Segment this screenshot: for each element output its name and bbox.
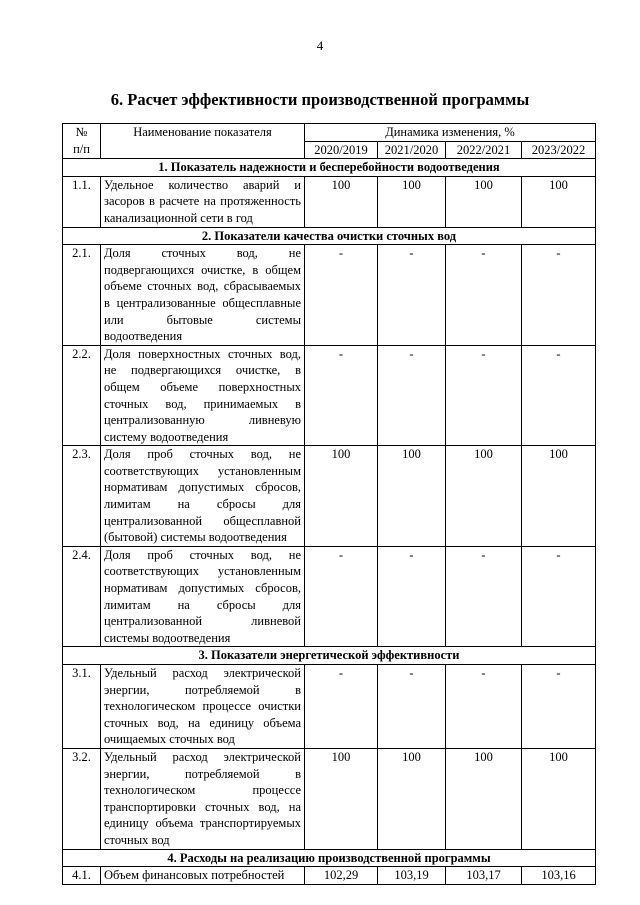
dynamics-header: Динамика изменения, % (305, 124, 596, 142)
section-title: 2. Показатели качества очистки сточных вод (63, 227, 596, 245)
section-title: 1. Показатель надежности и бесперебойности водоотведения (63, 159, 596, 177)
row-number: 2.4. (63, 546, 101, 647)
section-title: 3. Показатели энергетической эффективности (63, 647, 596, 665)
table-row (63, 176, 596, 227)
dynamics-value: - (446, 245, 522, 346)
dynamics-value: - (378, 546, 446, 647)
dynamics-value: 103,19 (378, 867, 446, 885)
dynamics-value: 100 (305, 748, 378, 849)
table-row (63, 867, 596, 885)
table-row (63, 245, 596, 346)
dynamics-value: 100 (378, 748, 446, 849)
row-number: 3.2. (63, 748, 101, 849)
table-row (63, 665, 596, 749)
row-number: 3.1. (63, 665, 101, 749)
indicator-name: Удельный расход электрической энергии, потребляемой в технологическом процессе очистки сточных вод, на единицу объема очищаемых сточных вод (101, 665, 305, 749)
dynamics-value: - (305, 665, 378, 749)
dynamics-value: 100 (522, 748, 596, 849)
row-number: 1.1. (63, 176, 101, 227)
dynamics-value: 100 (522, 176, 596, 227)
table-row (63, 748, 596, 849)
dynamics-value: 102,29 (305, 867, 378, 885)
dynamics-value: 100 (446, 176, 522, 227)
dynamics-value: - (446, 665, 522, 749)
table-row (63, 446, 596, 547)
section-row (63, 849, 596, 867)
row-number: 2.2. (63, 345, 101, 446)
dynamics-value: - (305, 546, 378, 647)
num-header-top: № (75, 125, 88, 139)
dynamics-value: 100 (522, 446, 596, 547)
dynamics-value: - (522, 546, 596, 647)
dynamics-value: 100 (446, 446, 522, 547)
indicator-name: Удельное количество аварий и засоров в расчете на протяженность канализационной сети в год (101, 176, 305, 227)
dynamics-value: 100 (305, 176, 378, 227)
section-row (63, 227, 596, 245)
dynamics-value: 103,17 (446, 867, 522, 885)
table-row (63, 345, 596, 446)
num-header-bottom: п/п (73, 141, 90, 156)
dynamics-value: - (522, 245, 596, 346)
row-number: 2.3. (63, 446, 101, 547)
dynamics-value: - (446, 546, 522, 647)
indicator-name: Удельный расход электрической энергии, потребляемой в технологическом процессе транспортировки сточных вод, на единицу объема транспортируемых сточных вод (101, 748, 305, 849)
table-row (63, 546, 596, 647)
indicator-name: Доля проб сточных вод, не соответствующих установленным нормативам допустимых сбросов, лимитам на сбросы для централизованной ливневой системы водоотведения (101, 546, 305, 647)
row-number: 4.1. (63, 867, 101, 885)
year-header-2023: 2023/2022 (522, 141, 596, 159)
section-row (63, 159, 596, 177)
year-header-2020: 2020/2019 (305, 141, 378, 159)
dynamics-value: 100 (378, 446, 446, 547)
dynamics-value: 100 (305, 446, 378, 547)
indicator-name: Доля поверхностных сточных вод, не подвергающихся очистке, в общем объеме поверхностных сточных вод, принимаемых в централизованную ливневую систему водоотведения (101, 345, 305, 446)
row-number: 2.1. (63, 245, 101, 346)
dynamics-value: - (446, 345, 522, 446)
dynamics-value: - (305, 345, 378, 446)
year-header-2022: 2022/2021 (446, 141, 522, 159)
dynamics-value: - (522, 345, 596, 446)
dynamics-value: 100 (378, 176, 446, 227)
page-number: 4 (316, 38, 324, 53)
section-title: 4. Расходы на реализацию производственной программы (63, 849, 596, 867)
dynamics-value: - (305, 245, 378, 346)
dynamics-value: - (378, 345, 446, 446)
document-title: 6. Расчет эффективности производственной программы (110, 90, 530, 109)
dynamics-value: - (378, 665, 446, 749)
dynamics-value: - (378, 245, 446, 346)
indicator-name: Доля сточных вод, не подвергающихся очистке, в общем объеме сточных вод, сбрасываемых в централизованные общесплавные или бытовые системы водоотведения (101, 245, 305, 346)
section-row (63, 647, 596, 665)
indicator-name: Доля проб сточных вод, не соответствующих установленным нормативам допустимых сбросов, лимитам на сбросы для централизованной общесплавной (бытовой) системы водоотведения (101, 446, 305, 547)
name-column-header: Наименование показателя (101, 124, 305, 159)
header-row-1 (63, 124, 596, 142)
year-header-2021: 2021/2020 (378, 141, 446, 159)
dynamics-value: - (522, 665, 596, 749)
dynamics-value: 103,16 (522, 867, 596, 885)
efficiency-table (62, 123, 596, 885)
num-column-header (63, 124, 101, 159)
dynamics-value: 100 (446, 748, 522, 849)
indicator-name: Объем финансовых потребностей (101, 867, 305, 885)
